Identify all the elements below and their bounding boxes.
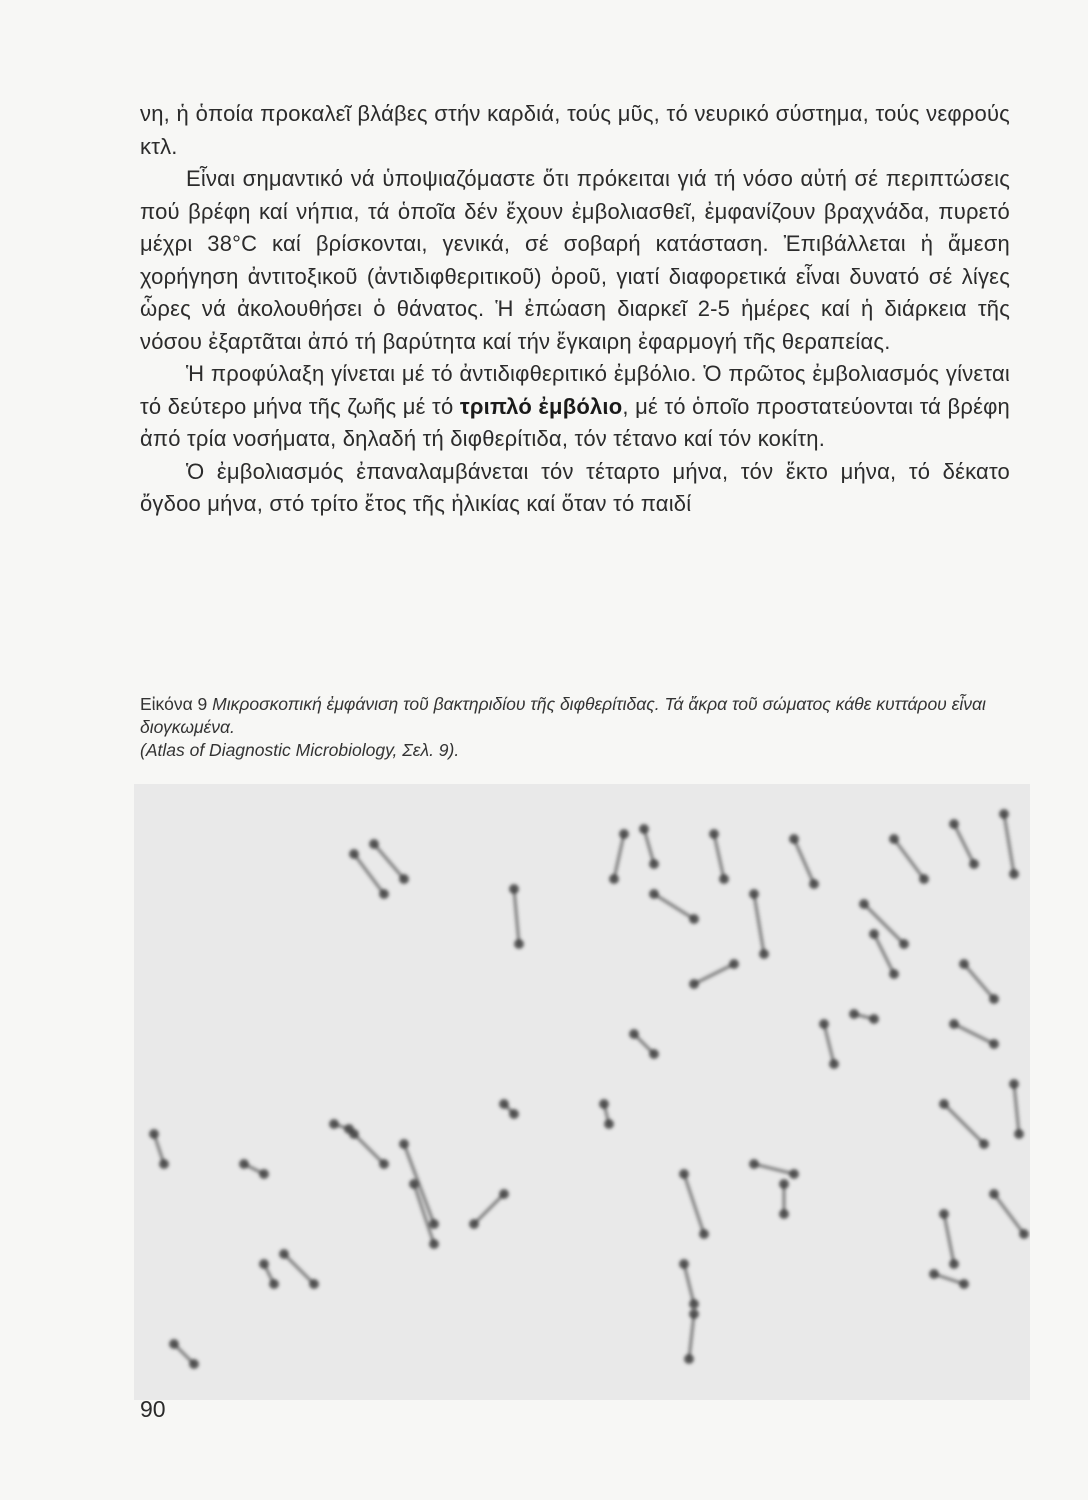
bacterium-end bbox=[789, 834, 799, 844]
paragraph-text: νη, ἡ ὁποία προκαλεῖ βλάβες στήν καρδιά, τούς μῦς, τό νευρικό σύστημα, τούς νεφρούς κτλ. bbox=[140, 101, 1010, 159]
bacterium-end bbox=[429, 1239, 439, 1249]
bacterium-end bbox=[399, 874, 409, 884]
bacterium-rod bbox=[654, 894, 694, 919]
paragraph bbox=[140, 456, 1010, 521]
bacterium-end bbox=[889, 834, 899, 844]
bacterium-rod bbox=[954, 824, 974, 864]
bacterium-end bbox=[999, 809, 1009, 819]
bacterium-end bbox=[959, 1279, 969, 1289]
bacterium-end bbox=[779, 1179, 789, 1189]
page-number: 90 bbox=[140, 1396, 166, 1422]
bacterium-end bbox=[509, 1109, 519, 1119]
bacterium-rod bbox=[754, 894, 764, 954]
bacterium-end bbox=[599, 1099, 609, 1109]
bacterium-end bbox=[649, 859, 659, 869]
bacterium-end bbox=[629, 1029, 639, 1039]
bacterium-end bbox=[1014, 1129, 1024, 1139]
bacterium-end bbox=[399, 1139, 409, 1149]
bacterium-end bbox=[684, 1354, 694, 1364]
bacterium-rod bbox=[944, 1104, 984, 1144]
bacteria-cells bbox=[149, 809, 1029, 1369]
bacterium-end bbox=[989, 1039, 999, 1049]
bacterium-end bbox=[499, 1099, 509, 1109]
bacterium-end bbox=[899, 939, 909, 949]
bacterium-end bbox=[369, 839, 379, 849]
bacterium-end bbox=[344, 1124, 354, 1134]
bacterium-end bbox=[689, 1309, 699, 1319]
bacterium-end bbox=[1009, 869, 1019, 879]
bacterium-end bbox=[969, 859, 979, 869]
body-text bbox=[140, 98, 1010, 521]
bacterium-rod bbox=[824, 1024, 834, 1064]
micrograph-figure bbox=[134, 784, 1030, 1400]
bacterium-rod bbox=[864, 904, 904, 944]
figure-caption bbox=[140, 693, 1010, 762]
bacterium-rod bbox=[714, 834, 724, 879]
bacterium-rod bbox=[684, 1174, 704, 1234]
bacterium-end bbox=[689, 914, 699, 924]
bacterium-end bbox=[949, 1019, 959, 1029]
bacterium-rod bbox=[514, 889, 519, 944]
bacterium-end bbox=[989, 1189, 999, 1199]
bacterium-rod bbox=[954, 1024, 994, 1044]
bacterium-end bbox=[159, 1159, 169, 1169]
micrograph-image bbox=[134, 784, 1030, 1400]
bacterium-end bbox=[469, 1219, 479, 1229]
bacterium-end bbox=[189, 1359, 199, 1369]
bacterium-end bbox=[759, 949, 769, 959]
bacterium-end bbox=[949, 1259, 959, 1269]
bacterium-end bbox=[309, 1279, 319, 1289]
bacterium-end bbox=[649, 889, 659, 899]
bacterium-end bbox=[639, 824, 649, 834]
bacterium-end bbox=[1009, 1079, 1019, 1089]
bacterium-rod bbox=[684, 1264, 694, 1304]
bacterium-end bbox=[279, 1249, 289, 1259]
bacterium-rod bbox=[354, 854, 384, 894]
paragraph bbox=[140, 98, 1010, 163]
bacterium-end bbox=[604, 1119, 614, 1129]
caption-description: Μικροσκοπική ἐμφάνιση τοῦ βακτηριδίου τῆς διφθερίτιδας. Τά ἄκρα τοῦ σώματος κάθε κυττάρου εἶναι διογκωμένα. bbox=[140, 694, 986, 737]
bacterium-end bbox=[939, 1209, 949, 1219]
bacterium-end bbox=[949, 819, 959, 829]
bacterium-rod bbox=[474, 1194, 504, 1224]
bacterium-end bbox=[849, 1009, 859, 1019]
bacterium-end bbox=[619, 829, 629, 839]
bacterium-end bbox=[649, 1049, 659, 1059]
bacterium-end bbox=[809, 879, 819, 889]
bacterium-rod bbox=[694, 964, 734, 984]
bacterium-end bbox=[869, 1014, 879, 1024]
bacterium-end bbox=[499, 1189, 509, 1199]
bacterium-end bbox=[149, 1129, 159, 1139]
bacterium-end bbox=[869, 929, 879, 939]
bacterium-end bbox=[729, 959, 739, 969]
bacterium-end bbox=[609, 874, 619, 884]
bacterium-end bbox=[239, 1159, 249, 1169]
bacterium-end bbox=[779, 1209, 789, 1219]
bacterium-end bbox=[789, 1169, 799, 1179]
paragraph-text: Ὁ ἐμβολιασμός ἐπαναλαμβάνεται τόν τέταρτο μήνα, τόν ἕκτο μήνα, τό δέκατο ὄγδοο μήνα, στό τρίτο ἔτος τῆς ἡλικίας καί ὅταν τό παιδί bbox=[140, 458, 1010, 516]
bacterium-end bbox=[749, 1159, 759, 1169]
bacterium-end bbox=[259, 1169, 269, 1179]
caption-label: Εἰκόνα 9 bbox=[140, 694, 213, 714]
bacterium-end bbox=[1019, 1229, 1029, 1239]
bacterium-end bbox=[929, 1269, 939, 1279]
bacterium-end bbox=[514, 939, 524, 949]
bacterium-end bbox=[819, 1019, 829, 1029]
bacterium-end bbox=[939, 1099, 949, 1109]
bacterium-end bbox=[169, 1339, 179, 1349]
bacterium-rod bbox=[994, 1194, 1024, 1234]
bacterium-rod bbox=[794, 839, 814, 884]
bacterium-rod bbox=[689, 1314, 694, 1359]
bacterium-rod bbox=[964, 964, 994, 999]
bacterium-rod bbox=[614, 834, 624, 879]
bacterium-rod bbox=[1014, 1084, 1019, 1134]
bacterium-end bbox=[509, 884, 519, 894]
paragraph bbox=[140, 358, 1010, 456]
bold-term: τριπλό ἐμβόλιο bbox=[459, 393, 623, 419]
bacterium-end bbox=[749, 889, 759, 899]
bacterium-rod bbox=[754, 1164, 794, 1174]
bacterium-end bbox=[349, 849, 359, 859]
bacterium-rod bbox=[354, 1134, 384, 1164]
bacterium-rod bbox=[944, 1214, 954, 1264]
paragraph-text: , μέ τό ὁποῖο προστατεύονται τά βρέφη ἀπό τρία νοσήματα, δηλαδή τή διφθερίτιδα, τόν τέτανο καί τόν κοκίτη. bbox=[140, 393, 1010, 451]
bacterium-end bbox=[429, 1219, 439, 1229]
bacterium-end bbox=[689, 1299, 699, 1309]
bacterium-end bbox=[259, 1259, 269, 1269]
bacterium-rod bbox=[1004, 814, 1014, 874]
bacterium-end bbox=[409, 1179, 419, 1189]
bacterium-end bbox=[919, 874, 929, 884]
bacterium-end bbox=[679, 1259, 689, 1269]
bacterium-end bbox=[989, 994, 999, 1004]
bacterium-rod bbox=[644, 829, 654, 864]
bacterium-end bbox=[859, 899, 869, 909]
bacterium-end bbox=[829, 1059, 839, 1069]
bacterium-end bbox=[269, 1279, 279, 1289]
bacterium-end bbox=[379, 889, 389, 899]
paragraph-text: Εἶναι σημαντικό νά ὑποψιαζόμαστε ὅτι πρόκειται γιά τή νόσο αὐτή σέ περιπτώσεις πού βρέφη καί νήπια, τά ὁποῖα δέν ἔχουν ἐμβολιασθεῖ, ἐμφανίζουν βραχνάδα, πυρετό μέχρι 38°C καί βρίσκονται, γενικά, σέ σοβαρή κατάσταση. Ἐπιβάλλεται ἡ ἄμεση χορήγηση ἀντιτοξικοῦ (ἀντιδιφθεριτικοῦ) ὀροῦ, γιατί διαφορετικά εἶναι δυνατό σέ λίγες ὧρες νά ἀκολουθήσει ὁ θάνατος. Ἡ ἐπώαση διαρκεῖ 2-5 ἡμέρες καί ἡ διάρκεια τῆς νόσου ἐξαρτᾶται ἀπό τή βαρύτητα καί τήν ἔγκαιρη ἐφαρμογή τῆς θεραπείας. bbox=[140, 166, 1010, 354]
bacterium-end bbox=[959, 959, 969, 969]
bacterium-rod bbox=[374, 844, 404, 879]
bacterium-end bbox=[719, 874, 729, 884]
bacterium-end bbox=[889, 969, 899, 979]
bacterium-end bbox=[689, 979, 699, 989]
bacterium-rod bbox=[894, 839, 924, 879]
bacterium-end bbox=[379, 1159, 389, 1169]
bacterium-rod bbox=[284, 1254, 314, 1284]
bacterium-end bbox=[699, 1229, 709, 1239]
caption-source: (Atlas of Diagnostic Microbiology, Σελ. 9). bbox=[140, 740, 460, 760]
bacterium-end bbox=[979, 1139, 989, 1149]
bacterium-end bbox=[679, 1169, 689, 1179]
paragraph bbox=[140, 163, 1010, 358]
bacterium-end bbox=[329, 1119, 339, 1129]
paragraph-text: Ἡ προφύλαξη γίνεται μέ τό ἀντιδιφθεριτικό ἐμβόλιο. Ὁ πρῶτος ἐμβολιασμός γίνεται τό δεύτερο μήνα τῆς ζωῆς μέ τό bbox=[140, 361, 1010, 419]
bacterium-end bbox=[709, 829, 719, 839]
bacterium-rod bbox=[874, 934, 894, 974]
